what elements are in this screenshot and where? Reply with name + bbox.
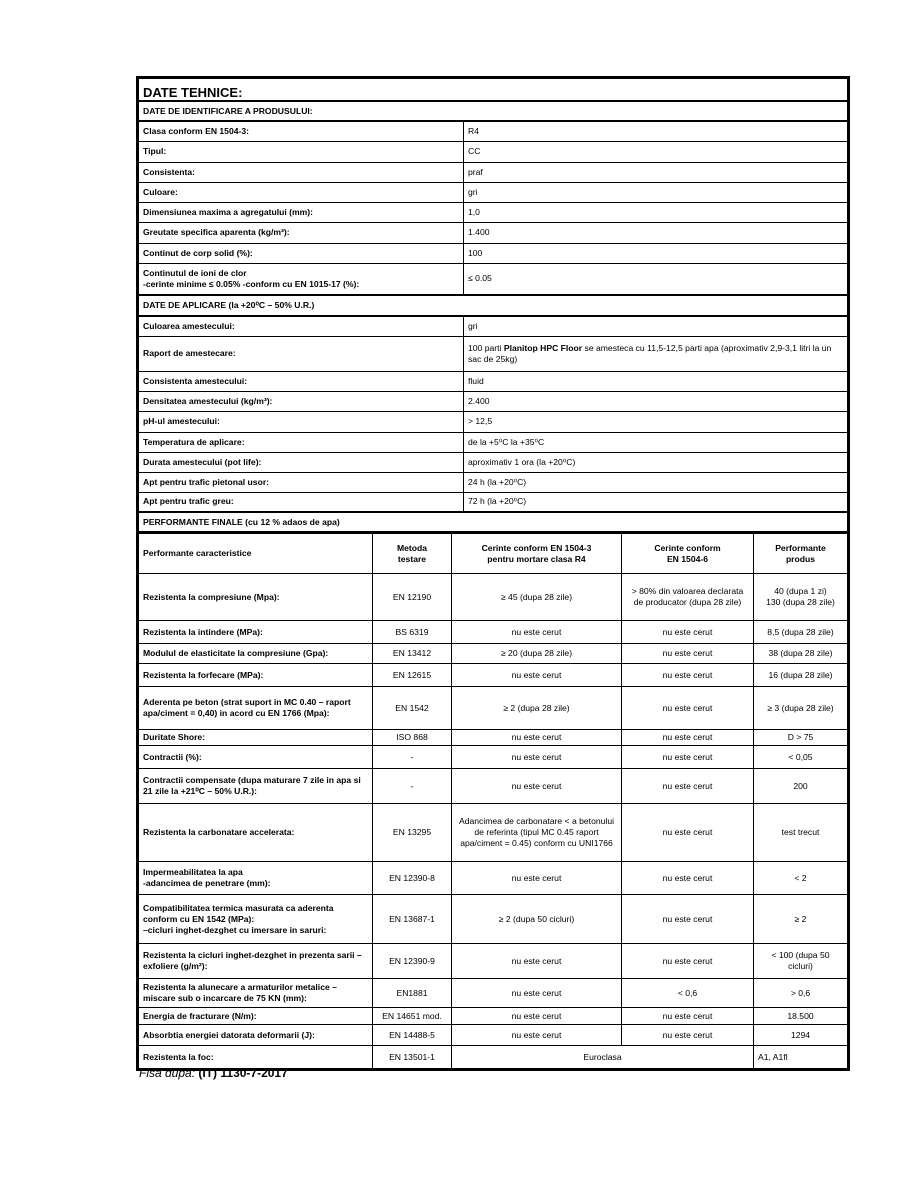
table-row xyxy=(139,411,848,432)
identification-header: DATE DE IDENTIFICARE A PRODUSULUI: xyxy=(139,101,848,121)
property-label: Apt pentru trafic greu: xyxy=(139,492,464,512)
table-row xyxy=(139,202,848,222)
property-label: Continut de corp solid (%): xyxy=(139,243,464,263)
section-header-row xyxy=(139,101,848,121)
property-label: Durata amestecului (pot life): xyxy=(139,452,464,472)
property-value: 72 h (la +20⁰C) xyxy=(464,492,848,512)
test-method: EN 12390-9 xyxy=(373,944,452,979)
en1504-3-requirement: nu este cerut xyxy=(452,730,622,746)
product-performance: 1294 xyxy=(754,1025,848,1046)
property-value: gri xyxy=(464,316,848,336)
test-method: EN1881 xyxy=(373,979,452,1008)
characteristic: Rezistenta la foc: xyxy=(139,1046,373,1069)
property-value: 1.400 xyxy=(464,222,848,243)
en1504-6-requirement: nu este cerut xyxy=(622,895,754,944)
en1504-3-requirement: nu este cerut xyxy=(452,621,622,644)
performance-header: PERFORMANTE FINALE (cu 12 % adaos de apa) xyxy=(139,512,848,532)
property-value xyxy=(464,336,848,371)
en1504-3-requirement: ≥ 20 (dupa 28 zile) xyxy=(452,644,622,664)
en1504-3-requirement: nu este cerut xyxy=(452,1025,622,1046)
property-label: Tipul: xyxy=(139,141,464,162)
table-row xyxy=(139,862,848,895)
technical-data-sheet xyxy=(136,76,850,1071)
title-row xyxy=(139,79,848,102)
section-header-row xyxy=(139,295,848,316)
en1504-6-requirement: nu este cerut xyxy=(622,621,754,644)
table-row xyxy=(139,336,848,371)
characteristic: Rezistenta la alunecare a armaturilor metalice – miscare sub o incarcare de 75 KN (mm): xyxy=(139,979,373,1008)
table-row xyxy=(139,664,848,687)
page-title: DATE TEHNICE: xyxy=(139,79,848,102)
characteristic: Compatibilitatea termica masurata ca aderenta conform cu EN 1542 (MPa): –cicluri inghet-dezghet cu imersare in saruri: xyxy=(139,895,373,944)
product-performance: 40 (dupa 1 zi) 130 (dupa 28 zile) xyxy=(754,574,848,621)
property-label: Culoarea amestecului: xyxy=(139,316,464,336)
product-name: Planitop HPC Floor xyxy=(503,342,583,353)
test-method: ISO 868 xyxy=(373,730,452,746)
value-text: 100 parti xyxy=(468,342,504,353)
table-row xyxy=(139,621,848,644)
en1504-6-requirement: > 80% din valoarea declarata de producator (dupa 28 zile) xyxy=(622,574,754,621)
table-row xyxy=(139,243,848,263)
test-method: EN 13412 xyxy=(373,644,452,664)
product-performance: 18.500 xyxy=(754,1008,848,1025)
property-label: pH-ul amestecului: xyxy=(139,411,464,432)
table-row xyxy=(139,574,848,621)
property-value: 100 xyxy=(464,243,848,263)
property-label: Raport de amestecare: xyxy=(139,336,464,371)
en1504-6-requirement: nu este cerut xyxy=(622,1025,754,1046)
table-row xyxy=(139,371,848,391)
section-header-row xyxy=(139,512,848,532)
en1504-6-requirement: nu este cerut xyxy=(622,687,754,730)
table-row xyxy=(139,687,848,730)
property-value: praf xyxy=(464,162,848,182)
table-row xyxy=(139,316,848,336)
product-performance: 38 (dupa 28 zile) xyxy=(754,644,848,664)
table-row xyxy=(139,182,848,202)
table-row xyxy=(139,644,848,664)
product-performance: test trecut xyxy=(754,804,848,862)
characteristic: Impermeabilitatea la apa -adancimea de penetrare (mm): xyxy=(139,862,373,895)
table-row xyxy=(139,452,848,472)
en1504-3-requirement: ≥ 2 (dupa 50 cicluri) xyxy=(452,895,622,944)
test-method: EN 12390-8 xyxy=(373,862,452,895)
property-label: Apt pentru trafic pietonal usor: xyxy=(139,472,464,492)
property-value: > 12,5 xyxy=(464,411,848,432)
property-label: Clasa conform EN 1504-3: xyxy=(139,121,464,141)
identification-application-table xyxy=(138,78,848,533)
characteristic: Rezistenta la carbonatare accelerata: xyxy=(139,804,373,862)
table-row xyxy=(139,895,848,944)
test-method: EN 1542 xyxy=(373,687,452,730)
en1504-3-requirement: ≥ 2 (dupa 28 zile) xyxy=(452,687,622,730)
property-value: aproximativ 1 ora (la +20⁰C) xyxy=(464,452,848,472)
en1504-6-requirement: nu este cerut xyxy=(622,644,754,664)
en1504-6-requirement: nu este cerut xyxy=(622,746,754,769)
test-method: BS 6319 xyxy=(373,621,452,644)
property-value: ≤ 0.05 xyxy=(464,263,848,295)
product-performance: < 100 (dupa 50 cicluri) xyxy=(754,944,848,979)
requirement: Euroclasa xyxy=(452,1046,754,1069)
table-row xyxy=(139,492,848,512)
table-row xyxy=(139,1025,848,1046)
characteristic: Contractii compensate (dupa maturare 7 zile in apa si 21 zile la +21⁰C – 50% U.R.): xyxy=(139,769,373,804)
property-label: Greutate specifica aparenta (kg/m³): xyxy=(139,222,464,243)
table-row xyxy=(139,1008,848,1025)
en1504-3-requirement: nu este cerut xyxy=(452,769,622,804)
test-method: EN 13687-1 xyxy=(373,895,452,944)
application-header: DATE DE APLICARE (la +20⁰C – 50% U.R.) xyxy=(139,295,848,316)
characteristic: Modulul de elasticitate la compresiune (Gpa): xyxy=(139,644,373,664)
product-performance: 16 (dupa 28 zile) xyxy=(754,664,848,687)
en1504-6-requirement: nu este cerut xyxy=(622,664,754,687)
table-row xyxy=(139,804,848,862)
table-row xyxy=(139,944,848,979)
product-performance: ≥ 2 xyxy=(754,895,848,944)
property-value: R4 xyxy=(464,121,848,141)
table-row xyxy=(139,730,848,746)
en1504-6-requirement: nu este cerut xyxy=(622,804,754,862)
table-row xyxy=(139,391,848,411)
property-value: gri xyxy=(464,182,848,202)
product-performance: A1, A1fl xyxy=(754,1046,848,1069)
en1504-6-requirement: < 0,6 xyxy=(622,979,754,1008)
property-value: 1,0 xyxy=(464,202,848,222)
property-value: 24 h (la +20⁰C) xyxy=(464,472,848,492)
property-label: Continutul de ioni de clor -cerinte minime ≤ 0.05% -conform cu EN 1015-17 (%): xyxy=(139,263,464,295)
characteristic: Rezistenta la cicluri inghet-dezghet in prezenta sarii – exfoliere (g/m²): xyxy=(139,944,373,979)
test-method: EN 14651 mod. xyxy=(373,1008,452,1025)
test-method: - xyxy=(373,746,452,769)
property-value: de la +5⁰C la +35⁰C xyxy=(464,432,848,452)
characteristic: Rezistenta la intindere (MPa): xyxy=(139,621,373,644)
column-header: Performante caracteristice xyxy=(139,534,373,574)
property-label: Temperatura de aplicare: xyxy=(139,432,464,452)
characteristic: Rezistenta la forfecare (MPa): xyxy=(139,664,373,687)
product-performance: 200 xyxy=(754,769,848,804)
product-performance: ≥ 3 (dupa 28 zile) xyxy=(754,687,848,730)
test-method: - xyxy=(373,769,452,804)
en1504-6-requirement: nu este cerut xyxy=(622,944,754,979)
en1504-3-requirement: nu este cerut xyxy=(452,944,622,979)
table-row xyxy=(139,222,848,243)
property-label: Dimensiunea maxima a agregatului (mm): xyxy=(139,202,464,222)
table-row xyxy=(139,746,848,769)
property-label: Consistenta amestecului: xyxy=(139,371,464,391)
test-method: EN 13501-1 xyxy=(373,1046,452,1069)
table-row xyxy=(139,769,848,804)
en1504-6-requirement: nu este cerut xyxy=(622,730,754,746)
table-row xyxy=(139,141,848,162)
characteristic: Contractii (%): xyxy=(139,746,373,769)
property-label: Consistenta: xyxy=(139,162,464,182)
property-label: Culoare: xyxy=(139,182,464,202)
source-prefix: Fisa dupa: xyxy=(139,1066,196,1080)
column-header: Cerinte conform EN 1504-3 pentru mortare clasa R4 xyxy=(452,534,622,574)
table-row xyxy=(139,432,848,452)
en1504-3-requirement: nu este cerut xyxy=(452,664,622,687)
source-code: (IT) 1130-7-2017 xyxy=(198,1066,288,1080)
en1504-3-requirement: nu este cerut xyxy=(452,979,622,1008)
characteristic: Rezistenta la compresiune (Mpa): xyxy=(139,574,373,621)
product-performance: < 2 xyxy=(754,862,848,895)
test-method: EN 13295 xyxy=(373,804,452,862)
characteristic: Energia de fracturare (N/m): xyxy=(139,1008,373,1025)
characteristic: Absorbtia energiei datorata deformarii (J): xyxy=(139,1025,373,1046)
table-row xyxy=(139,263,848,295)
column-header-row xyxy=(139,534,848,574)
product-performance: > 0,6 xyxy=(754,979,848,1008)
source-note xyxy=(139,1066,288,1080)
en1504-6-requirement: nu este cerut xyxy=(622,1008,754,1025)
en1504-6-requirement: nu este cerut xyxy=(622,862,754,895)
property-value: CC xyxy=(464,141,848,162)
characteristic: Aderenta pe beton (strat suport in MC 0.40 – raport apa/ciment = 0,40) in acord cu EN 1766 (Mpa): xyxy=(139,687,373,730)
table-row xyxy=(139,121,848,141)
en1504-3-requirement: ≥ 45 (dupa 28 zile) xyxy=(452,574,622,621)
test-method: EN 14488-5 xyxy=(373,1025,452,1046)
en1504-3-requirement: nu este cerut xyxy=(452,862,622,895)
column-header: Cerinte conform EN 1504-6 xyxy=(622,534,754,574)
column-header: Metoda testare xyxy=(373,534,452,574)
property-value: fluid xyxy=(464,371,848,391)
test-method: EN 12190 xyxy=(373,574,452,621)
en1504-6-requirement: nu este cerut xyxy=(622,769,754,804)
product-performance: < 0,05 xyxy=(754,746,848,769)
table-row xyxy=(139,979,848,1008)
en1504-3-requirement: nu este cerut xyxy=(452,746,622,769)
property-label: Densitatea amestecului (kg/m³): xyxy=(139,391,464,411)
en1504-3-requirement: nu este cerut xyxy=(452,1008,622,1025)
column-header: Performante produs xyxy=(754,534,848,574)
table-row xyxy=(139,162,848,182)
table-row xyxy=(139,472,848,492)
test-method: EN 12615 xyxy=(373,664,452,687)
characteristic: Duritate Shore: xyxy=(139,730,373,746)
property-value: 2.400 xyxy=(464,391,848,411)
performance-table xyxy=(138,533,848,1069)
product-performance: D > 75 xyxy=(754,730,848,746)
product-performance: 8,5 (dupa 28 zile) xyxy=(754,621,848,644)
en1504-3-requirement: Adancimea de carbonatare < a betonului de referinta (tipul MC 0.45 raport apa/ciment = 0.45) conform cu UNI1766 xyxy=(452,804,622,862)
value-text: se amesteca cu 11,5-12,5 parti apa (aproximativ 2,9-3,1 litri la un sac de 25kg) xyxy=(468,342,832,364)
